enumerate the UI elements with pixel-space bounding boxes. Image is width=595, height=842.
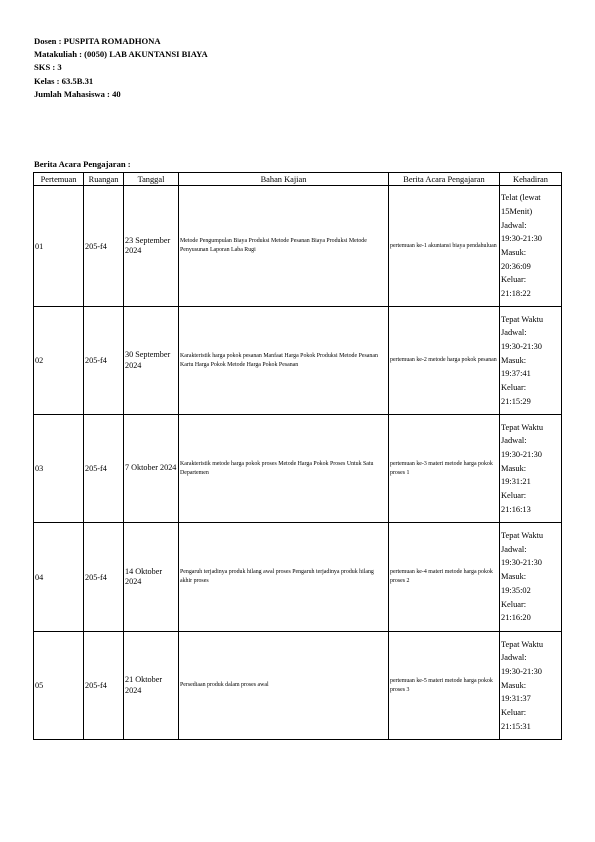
table-header-row (34, 173, 562, 186)
table-row (34, 523, 562, 632)
attendance-line: 15Menit) (501, 206, 533, 216)
col-header-bahan-kajian: Bahan Kajian (179, 173, 389, 186)
cell-ruangan: 205-f4 (84, 523, 124, 632)
section-title: Berita Acara Pengajaran : (34, 159, 131, 169)
attendance-line: 19:30-21:30 (501, 234, 542, 244)
cell-berita-acara: pertemuan ke-3 materi metode harga pokok proses 1 (389, 415, 500, 523)
attendance-line: 19:30-21:30 (501, 341, 542, 351)
table-row (34, 307, 562, 415)
course-name: Matakuliah : (0050) LAB AKUNTANSI BIAYA (34, 49, 208, 60)
cell-berita-acara: pertemuan ke-5 materi metode harga pokok proses 3 (389, 632, 500, 740)
col-header-berita-acara: Berita Acara Pengajaran (389, 173, 500, 186)
attendance-line: 19:37:41 (501, 369, 531, 379)
class-code: Kelas : 63.5B.31 (34, 75, 94, 86)
attendance-line: Jadwal: (501, 328, 527, 338)
attendance-line: Masuk: (501, 355, 527, 365)
attendance-line: 19:30-21:30 (501, 666, 542, 676)
student-count: Jumlah Mahasiswa : 40 (34, 88, 121, 99)
cell-kehadiran (500, 186, 562, 307)
attendance-line: Jadwal: (501, 544, 527, 554)
cell-kehadiran (500, 632, 562, 740)
cell-kehadiran (500, 523, 562, 632)
attendance-line: 20:36:09 (501, 261, 531, 271)
attendance-line: Keluar: (501, 708, 527, 718)
attendance-line: Masuk: (501, 572, 527, 582)
cell-kehadiran (500, 415, 562, 523)
table-row (34, 632, 562, 740)
table-row (34, 186, 562, 307)
cell-bahan-kajian: Metode Pengumpulan Biaya Produksi Metode Pesanan Biaya Produksi Metode Penyusunan Laporan Laba Rugi (179, 186, 389, 307)
attendance-line: 21:16:20 (501, 613, 531, 623)
attendance-line: 19:30-21:30 (501, 449, 542, 459)
cell-pertemuan: 04 (34, 523, 84, 632)
cell-pertemuan: 01 (34, 186, 84, 307)
col-header-pertemuan: Pertemuan (34, 173, 84, 186)
attendance-line: 21:18:22 (501, 289, 531, 299)
cell-berita-acara: pertemuan ke-4 materi metode harga pokok proses 2 (389, 523, 500, 632)
col-header-kehadiran: Kehadiran (500, 173, 562, 186)
attendance-line: Jadwal: (501, 220, 527, 230)
attendance-line: Masuk: (501, 463, 527, 473)
attendance-line: Jadwal: (501, 436, 527, 446)
attendance-line: Keluar: (501, 275, 527, 285)
attendance-line: Telat (lewat (501, 193, 541, 203)
cell-pertemuan: 05 (34, 632, 84, 740)
col-header-ruangan: Ruangan (84, 173, 124, 186)
cell-bahan-kajian: Karakteristik harga pokok pesanan Manfaat Harga Pokok Produksi Metode Pesanan Kartu Harga Pokok Metode Harga Pokok Pesanan (179, 307, 389, 415)
attendance-line: Keluar: (501, 599, 527, 609)
cell-ruangan: 205-f4 (84, 415, 124, 523)
attendance-line: Tepat Waktu (501, 639, 544, 649)
attendance-line: 19:30-21:30 (501, 558, 542, 568)
attendance-line: Keluar: (501, 491, 527, 501)
attendance-line: 21:16:13 (501, 504, 531, 514)
attendance-line: Jadwal: (501, 653, 527, 663)
cell-pertemuan: 02 (34, 307, 84, 415)
cell-pertemuan: 03 (34, 415, 84, 523)
cell-ruangan: 205-f4 (84, 632, 124, 740)
attendance-line: Tepat Waktu (501, 531, 544, 541)
cell-ruangan: 205-f4 (84, 186, 124, 307)
attendance-line: Tepat Waktu (501, 314, 544, 324)
cell-bahan-kajian: Karakteristik metode harga pokok proses Metode Harga Pokok Proses Untuk Satu Departemen (179, 415, 389, 523)
cell-bahan-kajian: Pengaruh terjadinya produk hilang awal proses Pengaruh terjadinya produk hilang akhir proses (179, 523, 389, 632)
teaching-record-table (33, 172, 562, 740)
attendance-line: 19:31:21 (501, 477, 531, 487)
cell-berita-acara: pertemuan ke-2 metode harga pokok pesanan (389, 307, 500, 415)
credit-units: SKS : 3 (34, 62, 62, 73)
attendance-line: Keluar: (501, 383, 527, 393)
cell-bahan-kajian: Persediaan produk dalam proses awal (179, 632, 389, 740)
attendance-line: Masuk: (501, 248, 527, 257)
table-row (34, 415, 562, 523)
cell-tanggal: 30 September 2024 (124, 307, 179, 415)
attendance-line: Tepat Waktu (501, 422, 544, 432)
cell-berita-acara: pertemuan ke-1 akuntansi biaya pendahuluan (389, 186, 500, 307)
attendance-line: 19:31:37 (501, 694, 531, 704)
col-header-tanggal: Tanggal (124, 173, 179, 186)
attendance-line: 19:35:02 (501, 585, 531, 595)
cell-ruangan: 205-f4 (84, 307, 124, 415)
cell-tanggal: 14 Oktober 2024 (124, 523, 179, 632)
cell-kehadiran (500, 307, 562, 415)
lecturer-name: Dosen : PUSPITA ROMADHONA (34, 36, 161, 46)
cell-tanggal: 23 September 2024 (124, 186, 179, 307)
lecturer-info (34, 35, 208, 101)
cell-tanggal: 21 Oktober 2024 (124, 632, 179, 740)
cell-tanggal: 7 Oktober 2024 (124, 415, 179, 523)
attendance-line: 21:15:29 (501, 396, 531, 406)
attendance-line: Masuk: (501, 680, 527, 690)
attendance-line: 21:15:31 (501, 721, 531, 731)
